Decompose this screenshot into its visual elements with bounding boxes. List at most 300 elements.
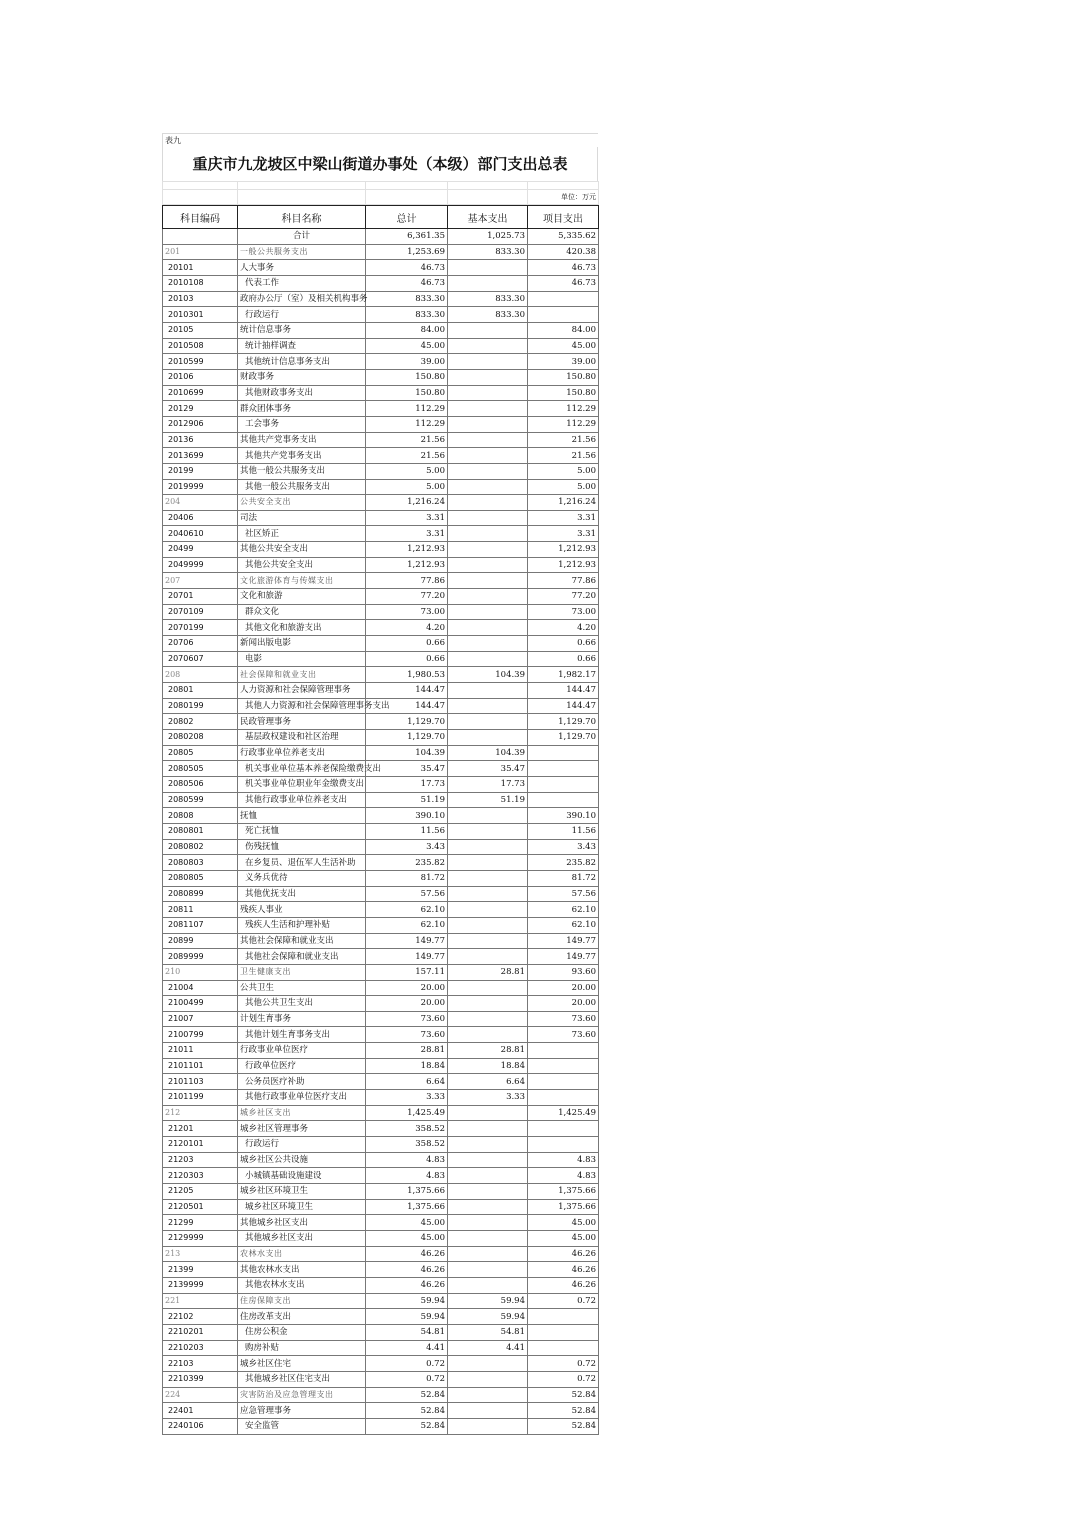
table-row [163, 1105, 599, 1121]
row-basic [448, 683, 528, 699]
row-basic: 51.19 [448, 792, 528, 808]
row-project: 3.43 [528, 839, 599, 855]
row-code: 204 [163, 495, 238, 511]
table-row [163, 1309, 599, 1325]
row-basic [448, 354, 528, 370]
row-basic [448, 651, 528, 667]
row-name: 其他优抚支出 [238, 886, 366, 902]
row-name: 其他一般公共服务支出 [238, 463, 366, 479]
row-name: 司法 [238, 510, 366, 526]
row-name: 其他共产党事务支出 [238, 448, 366, 464]
row-basic: 59.94 [448, 1309, 528, 1325]
row-basic [448, 839, 528, 855]
row-basic [448, 620, 528, 636]
row-total: 52.84 [366, 1403, 448, 1419]
row-basic [448, 1231, 528, 1247]
row-project: 45.00 [528, 338, 599, 354]
row-total: 73.60 [366, 1027, 448, 1043]
table-header [162, 205, 599, 229]
row-basic [448, 917, 528, 933]
row-name: 电影 [238, 651, 366, 667]
header-code: 科目编码 [163, 206, 238, 229]
row-name: 工会事务 [238, 416, 366, 432]
row-code: 20499 [163, 542, 238, 558]
table-tag: 表九 [162, 133, 598, 147]
row-project: 81.72 [528, 870, 599, 886]
table-row [163, 855, 599, 871]
row-name: 财政事务 [238, 369, 366, 385]
row-total: 112.29 [366, 401, 448, 417]
table-row [163, 839, 599, 855]
row-project: 112.29 [528, 416, 599, 432]
row-basic [448, 870, 528, 886]
table-row [163, 401, 599, 417]
row-name: 机关事业单位职业年金缴费支出 [238, 776, 366, 792]
row-total: 1,980.53 [366, 667, 448, 683]
row-basic [448, 1262, 528, 1278]
row-code: 2210203 [163, 1340, 238, 1356]
row-project: 84.00 [528, 322, 599, 338]
row-basic: 17.73 [448, 776, 528, 792]
row-basic [448, 1011, 528, 1027]
row-code: 20129 [163, 401, 238, 417]
row-project: 144.47 [528, 698, 599, 714]
row-basic [448, 1403, 528, 1419]
row-basic [448, 322, 528, 338]
row-total: 1,212.93 [366, 557, 448, 573]
table-row [163, 338, 599, 354]
row-basic [448, 542, 528, 558]
row-name: 计划生育事务 [238, 1011, 366, 1027]
row-name: 购房补贴 [238, 1340, 366, 1356]
row-project: 0.66 [528, 651, 599, 667]
table-row [163, 964, 599, 980]
row-project [528, 291, 599, 307]
row-code: 221 [163, 1293, 238, 1309]
row-name: 其他一般公共服务支出 [238, 479, 366, 495]
row-project: 390.10 [528, 808, 599, 824]
spacer-grid [162, 181, 599, 205]
row-total: 3.31 [366, 526, 448, 542]
table-row [163, 1168, 599, 1184]
row-project: 1,375.66 [528, 1199, 599, 1215]
row-code: 2101103 [163, 1074, 238, 1090]
row-code: 2010108 [163, 275, 238, 291]
row-total: 77.20 [366, 589, 448, 605]
row-code: 20101 [163, 260, 238, 276]
row-project [528, 1121, 599, 1137]
row-name: 民政管理事务 [238, 714, 366, 730]
row-project [528, 792, 599, 808]
row-basic [448, 1168, 528, 1184]
row-total: 46.26 [366, 1246, 448, 1262]
row-basic: 6.64 [448, 1074, 528, 1090]
row-code: 2010301 [163, 307, 238, 323]
row-total: 59.94 [366, 1293, 448, 1309]
row-total: 149.77 [366, 949, 448, 965]
row-total: 51.19 [366, 792, 448, 808]
row-code: 2080805 [163, 870, 238, 886]
table-row [163, 808, 599, 824]
table-row [163, 949, 599, 965]
row-code: 2080199 [163, 698, 238, 714]
table-row [163, 322, 599, 338]
table-row [163, 1137, 599, 1153]
row-project: 46.73 [528, 275, 599, 291]
row-total: 46.73 [366, 260, 448, 276]
row-name: 其他公共卫生支出 [238, 996, 366, 1012]
row-basic [448, 698, 528, 714]
row-code: 2080803 [163, 855, 238, 871]
row-code: 2019999 [163, 479, 238, 495]
row-project: 149.77 [528, 949, 599, 965]
row-code: 2080802 [163, 839, 238, 855]
row-basic [448, 1418, 528, 1434]
row-name: 灾害防治及应急管理支出 [238, 1387, 366, 1403]
row-basic [448, 448, 528, 464]
row-name: 其他财政事务支出 [238, 385, 366, 401]
row-total: 18.84 [366, 1058, 448, 1074]
row-name: 其他社会保障和就业支出 [238, 933, 366, 949]
row-basic [448, 1152, 528, 1168]
table-row [163, 1027, 599, 1043]
table-row [163, 745, 599, 761]
row-name: 统计抽样调查 [238, 338, 366, 354]
row-basic: 28.81 [448, 1043, 528, 1059]
row-project: 21.56 [528, 432, 599, 448]
row-name: 人大事务 [238, 260, 366, 276]
row-basic: 833.30 [448, 244, 528, 260]
row-project: 73.60 [528, 1011, 599, 1027]
table-row [163, 589, 599, 605]
row-total: 150.80 [366, 385, 448, 401]
row-total: 1,129.70 [366, 730, 448, 746]
row-project: 39.00 [528, 354, 599, 370]
row-name: 住房公积金 [238, 1324, 366, 1340]
row-code: 2210399 [163, 1371, 238, 1387]
row-name: 其他公共安全支出 [238, 542, 366, 558]
table-row [163, 870, 599, 886]
row-total: 3.43 [366, 839, 448, 855]
row-project [528, 1043, 599, 1059]
expenditure-table [162, 229, 599, 1435]
row-name: 城乡社区公共设施 [238, 1152, 366, 1168]
row-project: 45.00 [528, 1231, 599, 1247]
row-basic [448, 823, 528, 839]
row-name: 行政单位医疗 [238, 1058, 366, 1074]
row-code: 20105 [163, 322, 238, 338]
row-name: 行政事业单位养老支出 [238, 745, 366, 761]
table-row [163, 823, 599, 839]
table-row [163, 542, 599, 558]
row-project: 11.56 [528, 823, 599, 839]
row-code: 2010508 [163, 338, 238, 354]
row-basic [448, 589, 528, 605]
row-total: 144.47 [366, 683, 448, 699]
row-code: 2100499 [163, 996, 238, 1012]
row-name: 住房改革支出 [238, 1309, 366, 1325]
row-code: 208 [163, 667, 238, 683]
row-basic [448, 1277, 528, 1293]
row-project: 1,375.66 [528, 1184, 599, 1200]
row-project: 77.20 [528, 589, 599, 605]
row-basic [448, 1137, 528, 1153]
row-basic [448, 260, 528, 276]
table-row [163, 1011, 599, 1027]
row-code: 2070607 [163, 651, 238, 667]
row-name: 伤残抚恤 [238, 839, 366, 855]
row-name: 农林水支出 [238, 1246, 366, 1262]
table-row [163, 980, 599, 996]
row-name: 行政事业单位医疗 [238, 1043, 366, 1059]
row-project: 1,129.70 [528, 714, 599, 730]
table-row [163, 1371, 599, 1387]
row-project: 77.86 [528, 573, 599, 589]
row-project: 0.66 [528, 636, 599, 652]
header-basic: 基本支出 [448, 206, 528, 229]
table-row [163, 463, 599, 479]
row-name: 代表工作 [238, 275, 366, 291]
row-code: 2129999 [163, 1231, 238, 1247]
table-row [163, 1356, 599, 1372]
row-total: 358.52 [366, 1137, 448, 1153]
row-project: 5,335.62 [528, 229, 599, 244]
row-total: 0.66 [366, 651, 448, 667]
row-code: 21205 [163, 1184, 238, 1200]
row-code: 20136 [163, 432, 238, 448]
row-basic [448, 557, 528, 573]
table-row [163, 275, 599, 291]
row-basic [448, 369, 528, 385]
row-name: 其他文化和旅游支出 [238, 620, 366, 636]
table-row [163, 479, 599, 495]
row-total: 45.00 [366, 1231, 448, 1247]
row-name: 其他行政事业单位养老支出 [238, 792, 366, 808]
row-code: 20706 [163, 636, 238, 652]
row-project: 0.72 [528, 1356, 599, 1372]
row-name: 残疾人事业 [238, 902, 366, 918]
row-name: 其他共产党事务支出 [238, 432, 366, 448]
row-code: 2101199 [163, 1090, 238, 1106]
row-project: 150.80 [528, 369, 599, 385]
row-total: 833.30 [366, 291, 448, 307]
row-total: 112.29 [366, 416, 448, 432]
row-total: 3.33 [366, 1090, 448, 1106]
table-row [163, 526, 599, 542]
row-code: 21011 [163, 1043, 238, 1059]
row-total: 46.26 [366, 1277, 448, 1293]
table-row [163, 1324, 599, 1340]
row-name: 其他统计信息事务支出 [238, 354, 366, 370]
table-row [163, 886, 599, 902]
table-row [163, 1387, 599, 1403]
table-row [163, 1043, 599, 1059]
row-code: 2013699 [163, 448, 238, 464]
row-code: 20801 [163, 683, 238, 699]
budget-sheet [162, 133, 598, 1435]
row-name: 其他城乡社区住宅支出 [238, 1371, 366, 1387]
row-total: 390.10 [366, 808, 448, 824]
row-project: 144.47 [528, 683, 599, 699]
row-code: 2080899 [163, 886, 238, 902]
table-row [163, 776, 599, 792]
row-code: 2100799 [163, 1027, 238, 1043]
row-code: 21201 [163, 1121, 238, 1137]
row-project: 1,425.49 [528, 1105, 599, 1121]
row-code: 2010599 [163, 354, 238, 370]
row-name: 在乡复员、退伍军人生活补助 [238, 855, 366, 871]
row-basic [448, 1356, 528, 1372]
row-total: 57.56 [366, 886, 448, 902]
table-row [163, 792, 599, 808]
row-total: 73.60 [366, 1011, 448, 1027]
row-basic [448, 604, 528, 620]
row-name: 群众文化 [238, 604, 366, 620]
row-code: 210 [163, 964, 238, 980]
row-name: 安全监管 [238, 1418, 366, 1434]
row-basic [448, 385, 528, 401]
row-code: 20103 [163, 291, 238, 307]
row-name: 其他公共安全支出 [238, 557, 366, 573]
row-total: 62.10 [366, 902, 448, 918]
row-total: 0.72 [366, 1371, 448, 1387]
row-project: 1,216.24 [528, 495, 599, 511]
table-row [163, 761, 599, 777]
row-code: 20805 [163, 745, 238, 761]
row-project: 4.83 [528, 1152, 599, 1168]
row-basic [448, 886, 528, 902]
table-row [163, 557, 599, 573]
table-row [163, 1403, 599, 1419]
row-code: 2139999 [163, 1277, 238, 1293]
row-basic: 4.41 [448, 1340, 528, 1356]
row-total: 35.47 [366, 761, 448, 777]
row-total: 21.56 [366, 432, 448, 448]
row-total: 45.00 [366, 338, 448, 354]
row-basic [448, 1246, 528, 1262]
row-total: 20.00 [366, 980, 448, 996]
row-code: 224 [163, 1387, 238, 1403]
row-project: 3.31 [528, 510, 599, 526]
row-name: 义务兵优待 [238, 870, 366, 886]
row-name: 一般公共服务支出 [238, 244, 366, 260]
row-code: 2049999 [163, 557, 238, 573]
row-basic: 59.94 [448, 1293, 528, 1309]
row-basic [448, 996, 528, 1012]
table-row [163, 620, 599, 636]
table-row [163, 996, 599, 1012]
row-name: 政府办公厅（室）及相关机构事务 [238, 291, 366, 307]
table-row [163, 1074, 599, 1090]
row-basic [448, 1105, 528, 1121]
row-name: 其他人力资源和社会保障管理事务支出 [238, 698, 366, 714]
row-name: 统计信息事务 [238, 322, 366, 338]
row-name: 人力资源和社会保障管理事务 [238, 683, 366, 699]
row-total: 358.52 [366, 1121, 448, 1137]
row-basic [448, 510, 528, 526]
row-total: 59.94 [366, 1309, 448, 1325]
row-basic: 35.47 [448, 761, 528, 777]
row-code: 2070109 [163, 604, 238, 620]
table-row [163, 1058, 599, 1074]
row-project [528, 307, 599, 323]
row-total: 28.81 [366, 1043, 448, 1059]
row-name: 其他行政事业单位医疗支出 [238, 1090, 366, 1106]
row-total: 84.00 [366, 322, 448, 338]
row-code: 2080208 [163, 730, 238, 746]
row-total: 1,129.70 [366, 714, 448, 730]
row-total: 4.83 [366, 1168, 448, 1184]
row-name: 公共安全支出 [238, 495, 366, 511]
table-row [163, 1246, 599, 1262]
row-project [528, 1309, 599, 1325]
row-project: 112.29 [528, 401, 599, 417]
row-project: 21.56 [528, 448, 599, 464]
row-code: 21203 [163, 1152, 238, 1168]
row-basic [448, 416, 528, 432]
row-total: 0.72 [366, 1356, 448, 1372]
row-basic [448, 401, 528, 417]
row-total: 46.73 [366, 275, 448, 291]
row-basic [448, 479, 528, 495]
row-code: 213 [163, 1246, 238, 1262]
row-code: 20199 [163, 463, 238, 479]
table-row [163, 902, 599, 918]
row-name: 城乡社区环境卫生 [238, 1199, 366, 1215]
row-total: 3.31 [366, 510, 448, 526]
row-basic [448, 1121, 528, 1137]
table-row [163, 307, 599, 323]
row-project: 46.26 [528, 1246, 599, 1262]
row-code: 20701 [163, 589, 238, 605]
row-basic [448, 573, 528, 589]
row-name: 死亡抚恤 [238, 823, 366, 839]
row-total: 149.77 [366, 933, 448, 949]
row-basic [448, 1027, 528, 1043]
row-code: 2080801 [163, 823, 238, 839]
row-total: 54.81 [366, 1324, 448, 1340]
row-name: 行政运行 [238, 1137, 366, 1153]
table-row [163, 229, 599, 244]
row-total: 5.00 [366, 479, 448, 495]
row-project: 1,212.93 [528, 557, 599, 573]
row-name: 群众团体事务 [238, 401, 366, 417]
row-basic: 833.30 [448, 291, 528, 307]
row-project: 1,129.70 [528, 730, 599, 746]
row-code: 2070199 [163, 620, 238, 636]
row-name: 公务员医疗补助 [238, 1074, 366, 1090]
row-total: 20.00 [366, 996, 448, 1012]
row-project: 3.31 [528, 526, 599, 542]
row-total: 1,216.24 [366, 495, 448, 511]
row-project: 4.83 [528, 1168, 599, 1184]
row-code: 22103 [163, 1356, 238, 1372]
table-row [163, 510, 599, 526]
row-total: 21.56 [366, 448, 448, 464]
row-basic: 28.81 [448, 964, 528, 980]
row-project [528, 1058, 599, 1074]
table-row [163, 933, 599, 949]
row-basic [448, 1215, 528, 1231]
row-basic: 104.39 [448, 745, 528, 761]
row-total: 0.66 [366, 636, 448, 652]
row-total: 1,212.93 [366, 542, 448, 558]
row-code: 20106 [163, 369, 238, 385]
row-code: 21004 [163, 980, 238, 996]
row-total: 157.11 [366, 964, 448, 980]
table-row [163, 683, 599, 699]
row-basic: 18.84 [448, 1058, 528, 1074]
